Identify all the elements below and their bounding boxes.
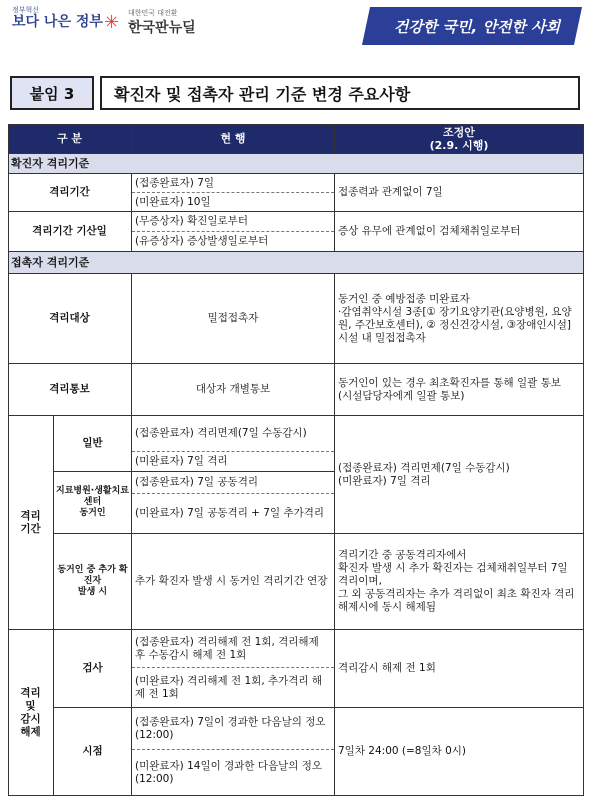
current-symptomatic-text: (유증상자) 증상발생일로부터 [135,235,269,247]
adjusted-text: (접종완료자) 격리면제(7일 수동감시) (미완료자) 7일 격리 [335,416,584,534]
comparison-table [8,124,584,796]
group-label-release: 격리 및 감시 해제 [8,630,54,796]
subrow-label-additional-case: 동거인 중 추가 확진자 발생 시 [54,534,132,630]
adjusted-text: 동거인 중 예방접종 미완료자 ·감염취약시설 3종[① 장기요양기관(요양병원, 요양원, 주간보호센터), ② 정신건강시설, ③장애인시설] 시설 내 밀접접촉자 [335,274,584,364]
current-unvaccinated-text: (미완료자) 격리해제 전 1회, 추가격리 해제 전 1회 [135,674,323,700]
logo-left-big-text: 보다 나은 정부 [12,14,103,30]
logo-right-big-text: 한국판뉴딜 [128,20,196,36]
current-asymptomatic-text: (무증상자) 확진일로부터 [132,212,334,232]
subrow-label-timing: 시점 [54,708,132,796]
row-label-start-date: 격리기간 기산일 [8,212,132,252]
adjusted-text: 증상 유무에 관계없이 검체채취일로부터 [335,212,584,252]
adjusted-text: 7일차 24:00 (=8일차 0시) [335,708,584,796]
new-deal-mark-icon: ✳ [104,12,120,33]
document-title: 확진자 및 접촉자 관리 기준 변경 주요사항 [100,76,580,110]
current-vaccinated-text: (접종완료자) 7일 [132,174,334,193]
current-vaccinated-text: (접종완료자) 격리면제(7일 수동감시) [132,416,334,452]
adjusted-text: 격리기간 중 공동격리자에서 확진자 발생 시 추가 확진자는 검체채취일부터 7일 격리이며, 그 외 공동격리자는 추가 격리없이 최초 확진자 격리해제시에 동시 해제됨 [335,534,584,630]
attachment-tag: 붙임 3 [10,76,94,110]
current-unvaccinated-text: (미완료자) 7일 격리 [135,455,228,467]
government-innovation-logo [12,6,103,30]
column-header-adjusted: 조정안 (2.9. 시행) [335,124,584,154]
adjusted-text: 격리감시 해제 전 1회 [335,630,584,708]
slogan-text: 건강한 국민, 안전한 사회 [393,18,561,36]
current-vaccinated-text: (접종완료자) 격리해제 전 1회, 격리해제 후 수동감시 해제 전 1회 [132,630,334,668]
subrow-label-cohabitant: 지료병원·생활치료센터 동거인 [54,472,132,534]
subrow-label-general: 일반 [54,416,132,472]
current-unvaccinated-text: (미완료자) 7일 공동격리 + 7일 추가격리 [135,507,325,519]
current-text: 대상자 개별통보 [132,364,335,416]
section-header-contacts: 접촉자 격리기준 [8,252,584,274]
current-vaccinated-text: (접종완료자) 7일이 경과한 다음날의 정오(12:00) [132,708,334,750]
subrow-label-test: 검사 [54,630,132,708]
current-text: 추가 확진자 발생 시 동거인 격리기간 연장 [132,534,335,630]
section-header-confirmed: 확진자 격리기준 [8,154,584,174]
current-text: 밀접접촉자 [132,274,335,364]
current-unvaccinated-text: (미완료자) 10일 [135,195,211,208]
adjusted-text: 동거인이 있는 경우 최초확진자를 통해 일괄 통보 (시설담당자에게 일괄 통보) [335,364,584,416]
logo-left-small-text: 정부혁신 [12,6,40,14]
current-vaccinated-text: (접종완료자) 7일 공동격리 [132,472,334,494]
current-unvaccinated-text: (미완료자) 14일이 경과한 다음날의 정오(12:00) [135,759,323,785]
row-label-target: 격리대상 [8,274,132,364]
adjusted-text: 접종력과 관계없이 7일 [335,174,584,212]
column-header-current: 현 행 [132,124,335,154]
logo-right-small-text: 대한민국 대전환 [128,9,178,17]
row-label-isolation-period: 격리기간 [8,174,132,212]
row-label-notification: 격리통보 [8,364,132,416]
header-banner [0,0,594,52]
column-header-category: 구 분 [8,124,132,154]
group-label-isolation-period: 격리 기간 [8,416,54,630]
